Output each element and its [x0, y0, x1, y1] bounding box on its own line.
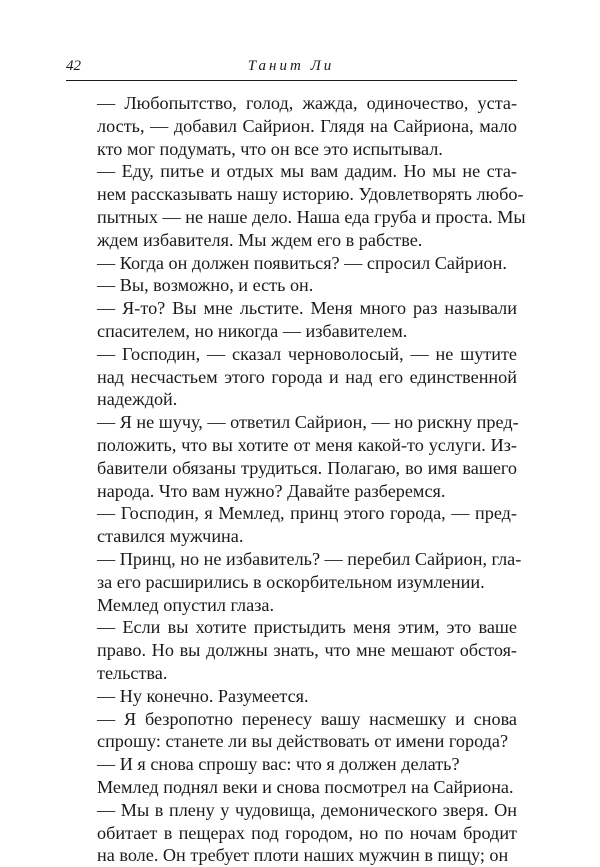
running-title: Танит Ли: [247, 58, 335, 74]
paragraph: [67, 548, 522, 594]
text-line: положить, что вы хотите от меня какой-то услуги. Из-: [97, 434, 517, 455]
text-line: Мемлед поднял веки и снова посмотрел на Сайриона.: [97, 776, 514, 797]
text-line: спасителем, но никогда — избавителем.: [97, 320, 408, 341]
text-line: обитает в пещерах под городом, но по ночам бродит: [97, 822, 517, 843]
text-line: право. Но вы должны знать, что мне мешают обстоя-: [97, 640, 517, 661]
text-line: — Ну конечно. Разумеется.: [97, 685, 309, 706]
text-line: бавители обязаны трудиться. Полагаю, во имя вашего: [97, 457, 517, 478]
text-line: нем рассказывать нашу историю. Удовлетворять любо-: [97, 184, 524, 205]
paragraph: [67, 411, 517, 502]
paragraph: [67, 685, 517, 708]
text-line: — Любопытство, голод, жажда, одиночество, уста-: [97, 93, 517, 113]
text-line: над несчастьем этого города и над его единственной: [97, 366, 517, 387]
text-line: ставился мужчина.: [97, 526, 244, 547]
text-line: — Вы, возможно, и есть он.: [97, 275, 314, 296]
text-line: спрошу: станете ли вы действовать от имени города?: [97, 731, 509, 752]
text-line: — Я не шучу, — ответил Сайрион, — но рискну пред-: [97, 412, 519, 433]
text-line: лость, — добавил Сайрион. Глядя на Сайриона, мало: [97, 115, 517, 136]
page-number: 42: [66, 58, 81, 74]
paragraph: [67, 274, 517, 297]
paragraph: [67, 502, 517, 548]
text-line: пытных — не наше дело. Наша еда груба и проста. Мы: [97, 206, 526, 227]
text-line: надеждой.: [97, 389, 178, 410]
paragraph: [67, 753, 517, 776]
text-line: ждем избавителя. Мы ждем его в рабстве.: [97, 229, 423, 250]
page-header: [66, 58, 516, 78]
text-line: тельства.: [97, 662, 168, 683]
text-line: — Мы в плену у чудовища, демонического зверя. Он: [97, 799, 517, 820]
body-text: [67, 92, 526, 867]
text-line: — Еду, питье и отдых мы вам дадим. Но мы не ста-: [97, 161, 517, 182]
text-line: Мемлед опустил глаза.: [97, 594, 275, 615]
text-line: — Если вы хотите пристыдить меня этим, это ваше: [97, 617, 517, 638]
paragraph: [67, 708, 517, 754]
paragraph: [67, 616, 517, 684]
paragraph: [67, 92, 517, 160]
text-line: — Принц, но не избавитель? — перебил Сайрион, гла-: [97, 548, 522, 569]
text-line: — Господин, — сказал черноволосый, — не шутите: [97, 343, 517, 364]
text-line: кто мог подумать, что он все это испытывал.: [97, 138, 443, 159]
paragraph: [67, 776, 517, 799]
paragraph: [67, 343, 517, 411]
text-line: — И я снова спрошу вас: что я должен делать?: [97, 754, 460, 775]
text-line: — Я безропотно перенесу вашу насмешку и снова: [97, 708, 517, 729]
paragraph: [67, 297, 517, 343]
paragraph: [67, 594, 517, 617]
paragraph: [67, 252, 517, 275]
text-line: — Когда он должен появиться? — спросил Сайрион.: [97, 252, 507, 273]
header-rule: [66, 80, 517, 81]
paragraph: [67, 160, 526, 251]
text-line: на воле. Он требует плоти наших мужчин в пищу; он: [97, 845, 509, 866]
text-line: — Я-то? Вы мне льстите. Меня много раз называли: [97, 298, 517, 319]
text-line: народа. Что вам нужно? Давайте разберемся.: [97, 480, 446, 501]
text-line: — Господин, я Мемлед, принц этого города, — пред-: [97, 503, 517, 524]
text-line: за его расширились в оскорбительном изумлении.: [97, 571, 485, 592]
paragraph: [67, 799, 517, 867]
